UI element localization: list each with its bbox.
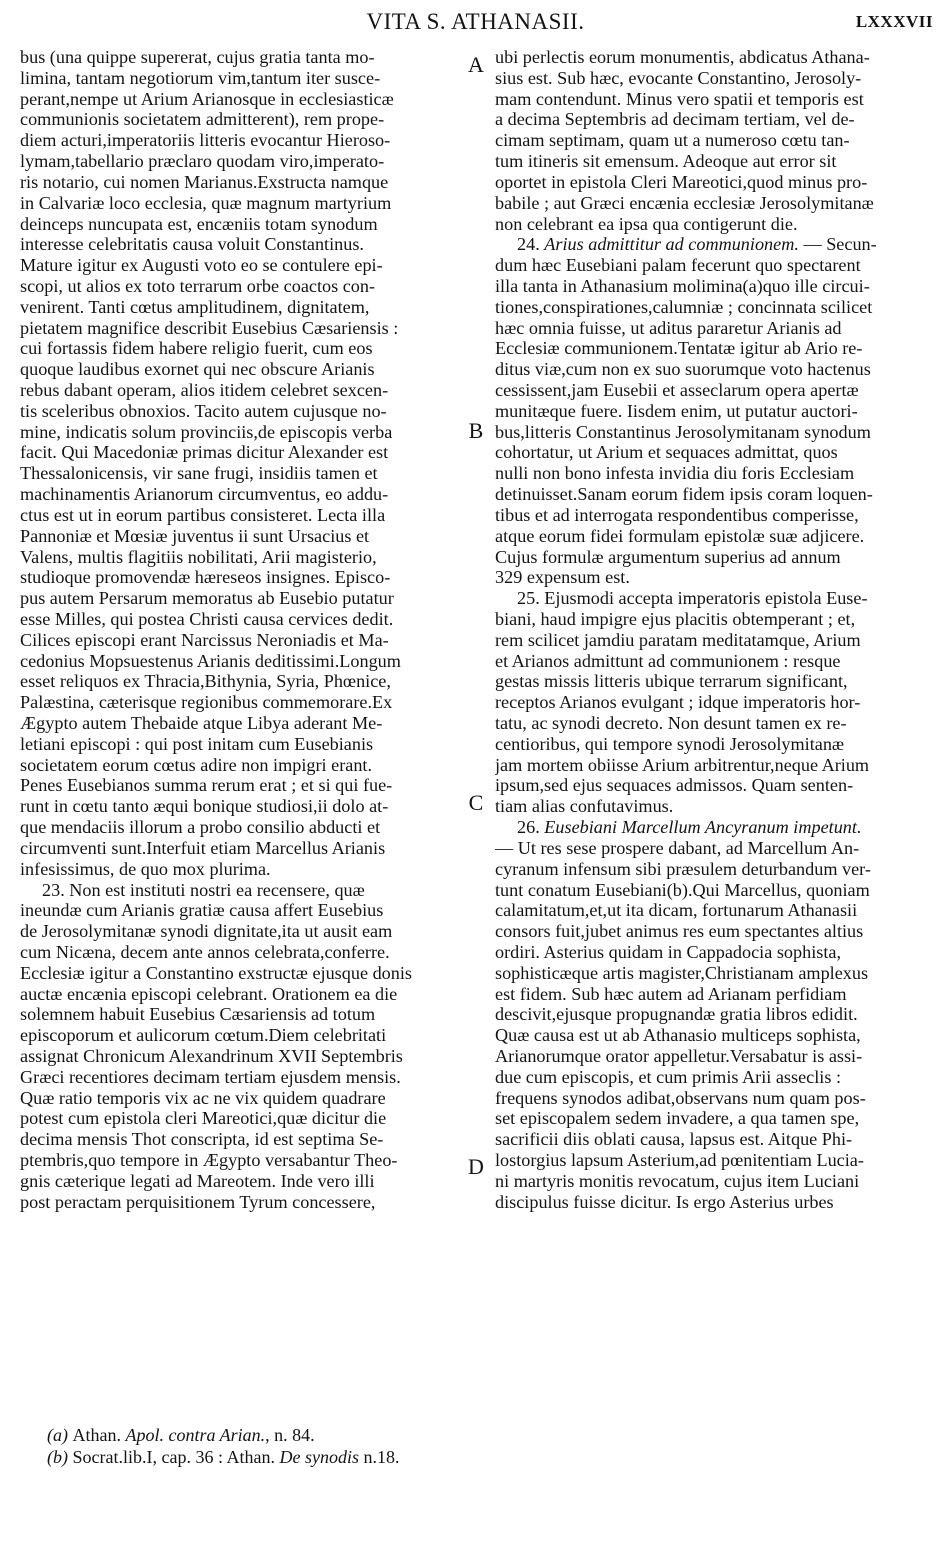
text-line: societatem eorum cœtus adire non impigri erant. — [20, 754, 373, 775]
text-line: tunt conatum Eusebiani(b).Qui Marcellus, quoniam — [495, 879, 870, 900]
text-line: solemnem habuit Eusebius Cæsariensis ad totum — [20, 1004, 376, 1025]
text-line: Quæ ratio temporis vix ac ne vix quidem quadrare — [20, 1087, 386, 1108]
text-line: Mature igitur ex Augusti voto eo se contulere epi- — [20, 255, 383, 276]
text-line: sius est. Sub hæc, evocante Constantino, Jerosoly- — [495, 67, 862, 88]
text-line: in Calvariæ loco ecclesia, quæ magnum martyrium — [20, 192, 392, 213]
section-heading: Eusebiani Marcellum Ancyranum impetunt. — [544, 817, 862, 838]
text-line: hæc omnia fuisse, ut aditus pararetur Arianis ad — [495, 317, 842, 338]
text-line: interesse celebritatis causa voluit Constantinus. — [20, 234, 364, 255]
text-line: mine, indicatis solum provinciis,de episcopis verba — [20, 421, 393, 442]
text-line: tum itineris sit emensum. Adeoque aut error sit — [495, 151, 837, 172]
text-line: Græci recentiores decimam tertiam ejusdem mensis. — [20, 1066, 401, 1087]
text-line: auctæ encænia episcopi celebrant. Orationem ea die — [20, 983, 398, 1004]
text-line: Cujus formulæ argumentum superius ad annum — [495, 546, 841, 567]
text-line: consors fuit,jubet animus res eum spectantes altius — [495, 921, 864, 942]
text-line: cessissent,jam Eusebii et asseclarum opera apertæ — [495, 380, 859, 400]
text-line: sacrificii diis oblati causa, lapsus est. Aitque Phi- — [495, 1129, 853, 1150]
text-line: deinceps nuncupata est, encæniis totam synodum — [20, 213, 378, 234]
text-line: descivit,ejusque propugnandæ gratia libros edidit. — [495, 1004, 858, 1025]
text-line: decima mensis Thot conscripta, id est septima Se- — [20, 1129, 384, 1150]
text-line: Ecclesiæ igitur a Constantino exstructæ ejusque donis — [20, 962, 412, 983]
text-line: cimam septimam, quam ut a numeroso cœtu tan- — [495, 130, 850, 151]
text-line: pus autem Persarum memoratus ab Eusebio putatur — [20, 588, 394, 609]
text-line: Palæstina, cæterisque regionibus commemorare.Ex — [20, 692, 393, 713]
text-line: gestas missis litteris ubique terrarum significant, — [495, 671, 848, 692]
footnote-mark: (b) — [47, 1447, 73, 1467]
text-line: potest cum epistola cleri Mareotici,quæ dicitur die — [20, 1108, 387, 1129]
page-number: LXXXVII — [855, 12, 933, 31]
text-line: pietatem magnifice describit Eusebius Cæsariensis : — [20, 317, 399, 338]
text-line: non celebrant ea ipsa qua contigerunt die. — [495, 213, 798, 234]
section-heading: Arius admittitur ad communionem. — [544, 234, 799, 255]
text-line: oportet in epistola Cleri Mareotici,quod minus pro- — [495, 171, 868, 192]
text-line: letiani episcopi : qui post initam cum Eusebianis — [20, 733, 374, 754]
footnote-text: n.18. — [358, 1447, 400, 1467]
text-line: ditus viæ,cum non ex suo suorumque voto hactenus — [495, 359, 871, 380]
text-line: que mendaciis illorum a probo consilio abducti et — [20, 817, 381, 838]
text-line: 329 expensum est. — [495, 567, 630, 588]
text-line — [495, 817, 935, 838]
text-line: Valens, multis flagitiis nobilitati, Arii magisterio, — [20, 546, 377, 567]
text-line: rem scilicet jamdiu paratam meditatamque, Arium — [495, 629, 861, 650]
margin-letter-d: D — [468, 1154, 484, 1179]
text-line: infesissimus, de quo mox plurima. — [20, 858, 271, 879]
section-number: 26. — [517, 817, 545, 838]
text-line: 25. Ejusmodi accepta imperatoris epistola Euse- — [517, 588, 868, 609]
text-line: Quæ causa est ut ab Athanasio multiceps sophista, — [495, 1025, 861, 1046]
text-line: ctus est ut in eorum partibus consisteret. Lecta illa — [20, 504, 386, 525]
text-line: receptos Arianos evulgant ; idque imperatoris hor- — [495, 692, 861, 713]
text-line: calamitatum,et,ut ita dicam, fortunarum Athanasii — [495, 900, 858, 921]
text-line: cedonius Mopsuestenus Arianis deditissimi.Longum — [20, 650, 401, 671]
text-line: ni martyris monitis revocatum, cujus item Luciani — [495, 1170, 860, 1191]
text-line: atque eorum fidei formulam epistolæ suæ adjicere. — [495, 525, 865, 546]
text-line: rebus dabant operam, alios itidem celebret sexcen- — [20, 380, 389, 400]
text-line: set episcopalem sedem invadere, a qua tamen spe, — [495, 1108, 860, 1129]
footnote-text: Athan. — [72, 1425, 126, 1445]
text-line: est fidem. Sub hæc autem ad Arianam perfidiam — [495, 983, 847, 1004]
text-line: due cum episcopis, et cum primis Arii asseclis : — [495, 1066, 842, 1087]
text-line: Ecclesiæ communionem.Tentatæ igitur ab Ario re- — [495, 338, 863, 359]
text-line: cohortatur, ut Arium et sequaces admittat, quos — [495, 442, 838, 463]
footnote-text: , n. 84. — [265, 1425, 315, 1445]
footnote-title: Apol. contra Arian. — [125, 1425, 266, 1445]
text-line: venirent. Tanti cœtus amplitudinem, dignitatem, — [20, 296, 370, 317]
text-line: sophisticæque artis magister,Christianam amplexus — [495, 962, 869, 983]
text-line: perant,nempe ut Arium Arianosque in ecclesiasticæ — [20, 88, 394, 109]
text-line: lymam,tabellario præclaro quodam viro,imperato- — [20, 151, 385, 172]
text-line: circumventi sunt.Interfuit etiam Marcellus Arianis — [20, 837, 386, 858]
text-line: limina, tantam negotiorum vim,tantum iter susce- — [20, 67, 381, 88]
text-line: ubi perlectis eorum monumentis, abdicatus Athana- — [495, 47, 870, 67]
right-text-column — [495, 47, 935, 1213]
text-line: diem acturi,imperatoriis litteris evocantur Hieroso- — [20, 130, 391, 151]
text-line: centioribus, qui tempore synodi Jerosolymitanæ — [495, 733, 845, 754]
footnotes — [47, 1424, 747, 1468]
text-line: 23. Non est instituti nostri ea recensere, quæ — [42, 879, 365, 900]
text-line: discipulus fuisse dicitur. Is ergo Asterius urbes — [495, 1191, 834, 1212]
footnote-title: De synodis — [279, 1447, 359, 1467]
text-line: a decima Septembris ad decimam tertiam, vel de- — [495, 109, 855, 130]
text-line: esse Milles, qui postea Christi causa cervices dedit. — [20, 608, 394, 629]
text-line: bus (una quippe supererat, cujus gratia tanta mo- — [20, 47, 375, 67]
text-line: cum Nicæna, decem ante annos celebrata,conferre. — [20, 941, 390, 962]
text-line — [495, 234, 935, 255]
text-line: dum hæc Eusebiani palam fecerunt quo spectarent — [495, 255, 861, 276]
margin-letter-a: A — [468, 52, 484, 77]
text-line: tiones,conspirationes,calumniæ ; concinnata scilicet — [495, 296, 873, 317]
text-line: de Jerosolymitanæ synodi dignitate,ita ut ausit eam — [20, 921, 393, 942]
running-title: VITA S. ATHANASII. — [366, 9, 585, 34]
text-line: munitæque fuere. Iisdem enim, ut putatur auctori- — [495, 400, 858, 421]
text-line: babile ; aut Græci encænia ecclesiæ Jerosolymitanæ — [495, 192, 874, 213]
text-line: machinamentis Arianorum circumventus, eo addu- — [20, 484, 389, 505]
text-line: tatu, ac synodi decreto. Non desunt tamen ex re- — [495, 713, 847, 733]
text-line: lostorgius lapsum Asterium,ad pœnitentiam Lucia- — [495, 1150, 864, 1171]
margin-letter-b: B — [468, 418, 484, 443]
text-line: frequens synodos adibat,observans num quam pos- — [495, 1087, 866, 1108]
text-line: illa tanta in Athanasium molimina(a)quo ille circui- — [495, 275, 870, 296]
text-line: Arianorumque orator appelletur.Versabatur is assi- — [495, 1046, 863, 1066]
text-line: communionis societatem admitterent), rem prope- — [20, 109, 385, 130]
left-text-column — [20, 47, 463, 1213]
footnote-mark: (a) — [47, 1425, 73, 1445]
margin-letter-c: C — [468, 790, 484, 815]
text-line: ptembris,quo tempore in Ægypto versabantur Theo- — [20, 1150, 398, 1171]
footnote — [47, 1446, 747, 1468]
text-line: cui fortassis fidem habere religio fuerit, cum eos — [20, 338, 373, 359]
text-line: quoque laudibus exornet qui nec obscure Arianis — [20, 359, 375, 380]
text-line: cyranum infensum sibi præsulem deturbandum ver- — [495, 858, 871, 879]
text-line: ris notario, cui nomen Marianus.Exstructa namque — [20, 171, 389, 192]
text-line: post peractam perquisitionem Tyrum concessere, — [20, 1191, 376, 1212]
text-line: Penes Eusebianos summa rerum erat ; et si qui fue- — [20, 775, 393, 796]
text-line: studioque promovendæ hæreseos insignes. Episco- — [20, 567, 391, 588]
text-line: tiam alias confutavimus. — [495, 796, 674, 817]
text-line: ipsum,sed ejus sequaces admissos. Quam senten- — [495, 775, 854, 796]
text-line: gnis cæterique legati ad Mareotem. Inde vero illi — [20, 1170, 375, 1191]
text-line: Pannoniæ et Mœsiæ juventus ii sunt Ursacius et — [20, 525, 370, 546]
footnote — [47, 1424, 747, 1446]
text-line: nulli non bono infesta invidia diu foris Ecclesiam — [495, 463, 855, 484]
text-line: tis sceleribus obnoxios. Tacito autem cujusque no- — [20, 400, 387, 421]
text-line: esset reliquos ex Thracia,Bithynia, Syria, Phœnice, — [20, 671, 391, 692]
text-line: scopi, ut alios ex toto terrarum orbe coactos con- — [20, 275, 376, 296]
text-line: — Ut res sese prospere dabant, ad Marcellum An- — [495, 837, 860, 858]
page-header — [0, 0, 951, 40]
text-line: facit. Qui Macedoniæ primas dicitur Alexander est — [20, 442, 389, 463]
text-line: detinuisset.Sanam eorum fidem ipsis coram loquen- — [495, 484, 873, 505]
footnote-text: Socrat.lib.I, cap. 36 : Athan. — [72, 1447, 280, 1467]
text-line: ordiri. Asterius quidam in Cappadocia sophista, — [495, 941, 842, 962]
section-number: 24. — [517, 234, 545, 255]
text-line: bus,litteris Constantinus Jerosolymitanam synodum — [495, 421, 871, 442]
text-line: episcoporum et aulicorum cœtum.Diem celebritati — [20, 1025, 387, 1046]
line-text: — Secun- — [798, 234, 877, 255]
text-line: et Arianos admittunt ad communionem : resque — [495, 650, 841, 671]
text-line: ineundæ cum Arianis gratiæ causa affert Eusebius — [20, 900, 384, 921]
text-line: runt in cœtu tanto æqui bonique studiosi,ii dolo at- — [20, 796, 389, 817]
text-line: Ægypto autem Thebaide atque Libya aderant Me- — [20, 713, 383, 733]
text-line: Cilices episcopi erant Narcissus Neroniadis et Ma- — [20, 629, 389, 650]
text-line: tibus et ad interrogata respondentibus comperisse, — [495, 504, 859, 525]
text-line: biani, haud impigre ejus placitis obtemperant ; et, — [495, 608, 856, 629]
text-line: Thessalonicensis, vir sane frugi, insidiis tamen et — [20, 463, 378, 484]
text-line: assignat Chronicum Alexandrinum XVII Septembris — [20, 1046, 403, 1066]
text-line: jam mortem obiisse Arium arbitrentur,neque Arium — [495, 754, 870, 775]
text-line: mam contendunt. Minus vero spatii et temporis est — [495, 88, 864, 109]
